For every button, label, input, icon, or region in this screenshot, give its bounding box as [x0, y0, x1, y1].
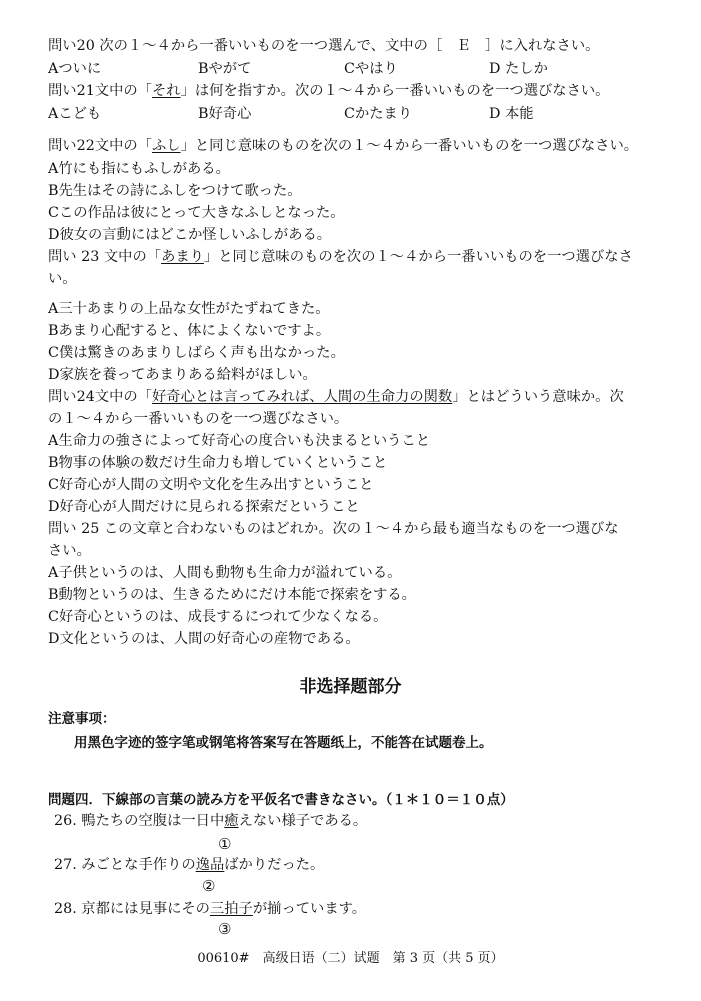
q20-choice-b: Bやがて: [198, 61, 252, 77]
q24-stem-cont: の１～４から一番いいものを一つ選びなさい。: [48, 411, 349, 427]
q24-choice-c: C好奇心が人間の文明や文化を生み出すということ: [48, 477, 374, 493]
q25-choice-b: B動物というのは、生きるためにだけ本能で探索をする。: [48, 587, 416, 603]
q22-choice-d: D彼女の言動にはどこか怪しいふしがある。: [48, 227, 332, 243]
q23-choice-b: Bあまり心配すると、体によくないですよ。: [48, 323, 331, 339]
q4-heading: 問題四．下線部の言葉の読み方を平仮名で書きなさい。（１＊１０＝１０点）: [48, 792, 514, 808]
q21-stem: 問い21文中の「それ」は何を指すか。次の１～４から一番いいものを一つ選びなさい。: [48, 83, 610, 99]
q4-item-27: 27. みごとな手作りの逸品ばかりだった。: [54, 857, 325, 873]
q25-stem-cont: さい。: [48, 543, 91, 559]
q23-choice-d: D家族を養ってあまりある給料がほしい。: [48, 367, 317, 383]
q21-choice-d: D 本能: [489, 106, 534, 122]
q4-item-26-target: 癒: [224, 813, 239, 829]
q23-choice-c: C僕は驚きのあまりしばらく声も出なかった。: [48, 345, 345, 361]
q25-choice-d: D文化というのは、人間の好奇心の産物である。: [48, 631, 360, 647]
notice-text: 用黑色字迹的签字笔或钢笔将答案写在答题纸上，不能答在试题卷上。: [74, 735, 493, 751]
q4-item-27-target: 逸品: [195, 857, 225, 873]
q4-item-28: 28. 京都には見事にその三拍子が揃っています。: [54, 901, 367, 917]
q22-choice-c: Cこの作品は彼にとって大きなふしとなった。: [48, 205, 345, 221]
q24-choice-d: D好奇心が人間だけに見られる探索だということ: [48, 499, 360, 515]
q20-choice-a: Aついに: [48, 61, 102, 77]
q25-stem: 問い 25 この文章と合わないものはどれか。次の１～４から最も適当なものを一つ選びな: [48, 521, 619, 537]
q22-choice-a: A竹にも指にもふしがある。: [48, 161, 230, 177]
q23-choice-a: A三十あまりの上品な女性がたずねてきた。: [48, 301, 330, 317]
q21-choice-c: Cかたまり: [344, 106, 413, 122]
q23-stem: 問い 23 文中の「あまり」と同じ意味のものを次の１～４から一番いいものを一つ選びなさ: [48, 249, 633, 265]
q24-stem: 問い24文中の「好奇心とは言ってみれば、人間の生命力の関数」とはどういう意味か。次: [48, 389, 624, 405]
q20-stem: 問い20 次の１～４から一番いいものを一つ選んで、文中の［ Ｅ ］に入れなさい。: [48, 38, 600, 54]
q20-choice-d: D たしか: [489, 61, 548, 77]
q25-choice-a: A子供というのは、人間も動物も生命力が溢れている。: [48, 565, 402, 581]
answer-mark-1: ①: [218, 835, 232, 853]
q4-item-28-target: 三拍子: [209, 901, 253, 917]
q21-choice-b: B好奇心: [198, 106, 252, 122]
q21-target: それ: [151, 83, 181, 99]
q24-target: 好奇心とは言ってみれば、人間の生命力の関数: [151, 389, 453, 405]
q23-target: あまり: [161, 249, 204, 265]
section-title: 非选择题部分: [299, 677, 402, 697]
q21-choice-a: Aこども: [48, 106, 102, 122]
q22-choice-b: B先生はその詩にふしをつけて歌った。: [48, 183, 302, 199]
notice-label: 注意事项：: [48, 711, 116, 727]
q25-choice-c: C好奇心というのは、成長するにつれて少なくなる。: [48, 609, 388, 625]
answer-mark-2: ②: [202, 877, 216, 895]
q23-stem-cont: い。: [48, 271, 77, 287]
q22-target: ふし: [151, 138, 181, 154]
q24-choice-a: A生命力の強さによって好奇心の度合いも決まるということ: [48, 433, 431, 449]
q24-choice-b: B物事の体験の数だけ生命力も増していくということ: [48, 455, 388, 471]
q4-item-26: 26. 鴨たちの空腹は一日中癒えない様子である。: [54, 813, 368, 829]
q22-stem: 問い22文中の「ふし」と同じ意味のものを次の１～４から一番いいものを一つ選びなさい。: [48, 138, 639, 154]
page-footer: 00610# 高级日语（二）试题 第 3 页（共 5 页）: [197, 951, 504, 966]
q20-choice-c: Cやはり: [344, 61, 398, 77]
answer-mark-3: ③: [218, 920, 232, 938]
